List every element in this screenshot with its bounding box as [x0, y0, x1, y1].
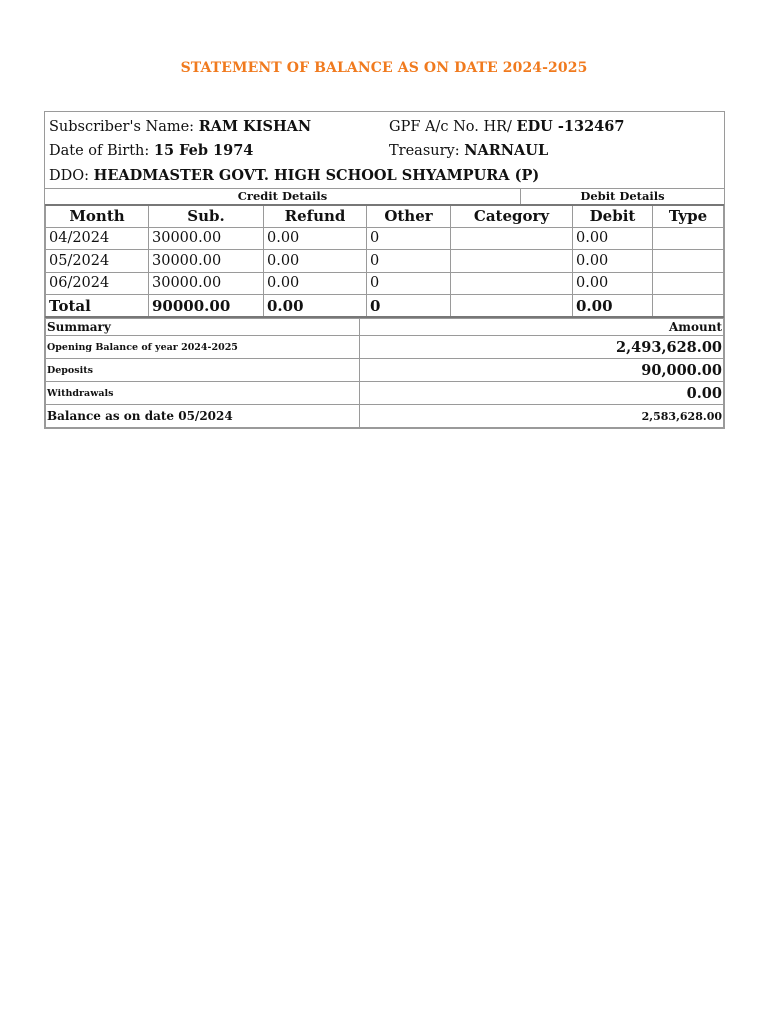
table-header-row — [46, 205, 724, 228]
cell-category — [451, 227, 573, 250]
info-row-name — [49, 114, 720, 139]
summary-header-amount: Amount — [360, 319, 724, 336]
total-category — [451, 295, 573, 318]
deposits-value: 90,000.00 — [360, 359, 724, 382]
subscriber-info — [45, 112, 724, 188]
summary-row-withdrawals — [46, 382, 724, 405]
subscriber-name-label: Subscriber's Name: — [49, 118, 199, 135]
total-other: 0 — [367, 295, 451, 318]
cell-debit: 0.00 — [573, 250, 653, 273]
dob-label: Date of Birth: — [49, 143, 154, 160]
gpf-label: GPF A/c No. HR/ — [389, 118, 517, 135]
debit-details-header: Debit Details — [580, 188, 665, 203]
withdrawals-label: Withdrawals — [46, 382, 360, 405]
statement-title: STATEMENT OF BALANCE AS ON DATE 2024-2025 — [180, 60, 588, 76]
section-headers — [45, 188, 724, 204]
statement-sheet — [44, 111, 725, 429]
withdrawals-value: 0.00 — [360, 382, 724, 405]
ddo-field — [49, 167, 539, 184]
col-other: Other — [367, 205, 451, 228]
total-row — [46, 295, 724, 318]
opening-balance-value: 2,493,628.00 — [360, 336, 724, 359]
total-sub: 90000.00 — [149, 295, 264, 318]
cell-other: 0 — [367, 250, 451, 273]
opening-balance-label: Opening Balance of year 2024-2025 — [46, 336, 360, 359]
subscriber-name: RAM KISHAN — [198, 117, 312, 135]
cell-sub: 30000.00 — [149, 227, 264, 250]
cell-refund: 0.00 — [264, 250, 367, 273]
treasury-label: Treasury: — [389, 143, 465, 160]
cell-refund: 0.00 — [264, 227, 367, 250]
summary-row-deposits — [46, 359, 724, 382]
cell-other: 0 — [367, 227, 451, 250]
cell-type — [653, 250, 724, 273]
cell-refund: 0.00 — [264, 272, 367, 295]
total-label: Total — [46, 295, 149, 318]
balance-label: Balance as on date 05/2024 — [46, 405, 360, 428]
summary-header-row — [46, 319, 724, 336]
cell-type — [653, 227, 724, 250]
table-row — [46, 250, 724, 273]
col-month: Month — [46, 205, 149, 228]
dob-value: 15 Feb 1974 — [153, 142, 254, 160]
col-sub: Sub. — [149, 205, 264, 228]
table-row — [46, 227, 724, 250]
cell-category — [451, 272, 573, 295]
col-type: Type — [653, 205, 724, 228]
info-row-ddo — [49, 163, 720, 188]
cell-month: 05/2024 — [46, 250, 149, 273]
table-row — [46, 272, 724, 295]
gpf-account-field — [389, 118, 624, 135]
summary-row-balance — [46, 405, 724, 428]
cell-sub: 30000.00 — [149, 250, 264, 273]
credit-details-header: Credit Details — [45, 189, 521, 204]
col-category: Category — [451, 205, 573, 228]
gpf-number: EDU -132467 — [516, 117, 625, 135]
treasury-field — [389, 142, 548, 159]
deposits-label: Deposits — [46, 359, 360, 382]
balance-value: 2,583,628.00 — [360, 405, 724, 428]
cell-month: 04/2024 — [46, 227, 149, 250]
cell-debit: 0.00 — [573, 272, 653, 295]
total-type — [653, 295, 724, 318]
cell-type — [653, 272, 724, 295]
cell-debit: 0.00 — [573, 227, 653, 250]
info-row-dob — [49, 139, 720, 164]
dob-field — [49, 142, 389, 159]
cell-other: 0 — [367, 272, 451, 295]
summary-table — [45, 318, 724, 428]
total-debit: 0.00 — [573, 295, 653, 318]
summary-header-label: Summary — [46, 319, 360, 336]
cell-month: 06/2024 — [46, 272, 149, 295]
cell-category — [451, 250, 573, 273]
ddo-label: DDO: — [49, 167, 94, 184]
summary-row-opening — [46, 336, 724, 359]
col-refund: Refund — [264, 205, 367, 228]
col-debit: Debit — [573, 205, 653, 228]
ddo-value: HEADMASTER GOVT. HIGH SCHOOL SHYAMPURA (P) — [93, 166, 540, 184]
subscriber-name-field — [49, 118, 389, 135]
cell-sub: 30000.00 — [149, 272, 264, 295]
total-refund: 0.00 — [264, 295, 367, 318]
treasury-value: NARNAUL — [464, 142, 549, 160]
transactions-table — [45, 204, 724, 319]
